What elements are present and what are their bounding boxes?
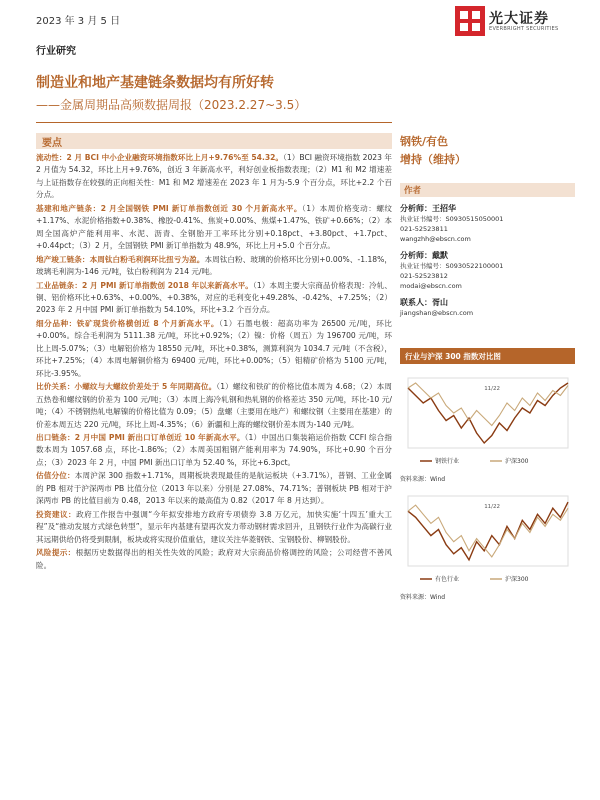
title-divider [36,122,392,123]
report-subtitle: ——金属周期品高频数据周报（2023.2.27~3.5） [36,98,307,112]
report-date: 2023 年 3 月 5 日 [36,16,121,27]
paragraph-lead: 流动性：2 月 BCI 中小企业融资环境指数环比上月+9.76%至 54.32。 [36,153,284,162]
section-tag: 行业研究 [36,46,76,57]
paragraph-lead: 出口链条：2 月中国 PMI 新出口订单创近 10 年新高水平。 [36,432,245,442]
paragraph-lead: 地产竣工链条：本周钛白粉毛利润环比扭亏为盈。 [36,254,205,264]
summary-paragraph [36,254,392,279]
summary-paragraph [36,470,392,507]
contact-block [400,297,575,318]
paragraph-text: （1）BCI 融资环境指数 2023 年 2 月值为 54.32，环比上月+9.76%，创近 3 年新高水平，利好创业板指数表现；（2）M1 和 M2 增速差与上证指数存在较强的正向相关性：M1 和 M2 增速差在 2023 年 1 月为-5.9 个百分点，环比+2.2 个百分点。 [36,153,392,200]
summary-paragraph [36,509,392,546]
paragraph-lead: 基建和地产链条：2 月全国钢铁 PMI 新订单指数创近 30 个月新高水平。 [36,203,302,213]
legend-label: 有色行业 [435,576,460,583]
chart-annotation: 11/22 [484,504,501,510]
analyst-email[interactable]: wangzhh@ebscn.com [400,235,471,244]
industry-name: 钢铁/有色 [400,135,449,148]
analyst-license: 执业证书编号：S0930515050001 [400,215,504,223]
summary-paragraph [36,280,392,317]
analyst-block [400,203,575,244]
authors-heading: 作者 [400,183,575,197]
summary-paragraph [36,381,392,431]
analyst-phone: 021-52523811 [400,225,448,234]
legend-label: 沪深300 [505,576,529,583]
paragraph-lead: 投资建议： [36,509,77,519]
summary-heading: 要点 [36,133,392,149]
paragraph-lead: 估值分位： [36,471,75,481]
report-title: 制造业和地产基建链条数据均有所好转 [36,75,274,91]
contact-email[interactable]: jiangshan@ebscn.com [400,309,474,318]
legend-label: 沪深300 [505,458,529,465]
paragraph-lead: 工业品链条：2 月 PMI 新订单指数创 2018 年以来新高水平。 [36,280,253,290]
analyst-email[interactable]: modai@ebscn.com [400,282,462,291]
summary-paragraph [36,432,392,469]
steel-index-chart [400,370,575,470]
chart-annotation: 11/22 [484,386,501,392]
paragraph-lead: 风险提示： [36,548,76,558]
paragraph-text: 本周沪深 300 指数+1.71%，周期板块表现最佳的是航运板块（+3.71%），普钢、工业金属的 PB 相对于沪深两市 PB 比值分位（2013 年以来）分别是 27.08%、74.71%；普钢板块 PB 相对于沪深两市 PB 的比值目前为 0.48，2013 年以来的最高值为 0.82（2017 年 8 月达到）。 [36,471,393,506]
summary-paragraph [36,318,392,380]
chart-section-heading: 行业与沪深 300 指数对比图 [400,348,575,364]
summary-paragraph [36,152,392,202]
paragraph-text: （1）螺纹和铁矿的价格比值本周为 4.68；（2）本周五热卷和螺纹钢的价差为 100 元/吨；（3）本周上海冷轧钢和热轧钢的价格差达 350 元/吨，环比-10 元/吨；（4）不锈钢热轧电解镍的价格比值为 0.09；（5）盘螺（主要用在地产）和螺纹钢（主要用在基建）的价差本周五达 220 元/吨，环比上周-4.35%；（6）新疆和上海的螺纹钢价差本周为-140 元/吨。 [36,382,392,429]
chart-source: 资料来源：Wind [400,476,446,483]
analyst-name: 分析师：戴默 [400,251,448,261]
paragraph-text: 本周钛白粉、玻璃的价格环比分别+0.00%、-1.18%，玻璃毛利润为-146 元/吨，钛白粉利润为 214 元/吨。 [36,254,392,277]
rating: 增持（维持） [400,153,466,166]
legend-label: 钢铁行业 [435,458,460,465]
analyst-block [400,250,575,291]
analyst-name: 分析师：王招华 [400,204,456,213]
paragraph-lead: 比价关系：小螺纹与大螺纹价差处于 5 年同期高位。 [36,382,217,392]
nonferrous-index-chart [400,488,575,588]
chart-source: 资料来源：Wind [400,594,446,601]
paragraph-text: （1）本周价格变动：螺纹+1.17%、水泥价格指数+0.38%、橡胶-0.41%、焦炭+0.00%、焦煤+1.47%、铁矿+0.66%；（2）本周全国高炉产能利用率、水泥、沥青、全钢胎开工率环比分别+0.18pct、+3.80pct、+1.7pct、+0.44pct；（3）2 月，全国钢铁 PMI 新订单指数为 48.9%，环比上月+5.0 个百分点。 [36,203,393,251]
summary-paragraph [36,203,392,253]
summary-paragraph [36,547,392,572]
paragraph-text: （1）本周主要大宗商品价格表现：冷轧、铜、铝价格环比+0.63%、+0.00%、+0.38%，对应的毛利变化+49.28%、-0.42%、+7.25%；（2）2023 年 2 月中国 PMI 新订单指数为 54.10%，环比+3.2 个百分点。 [36,280,392,315]
summary-body [36,152,392,573]
analyst-license: 执业证书编号：S0930522100001 [400,262,504,271]
sidebar [400,133,575,318]
paragraph-text: 根据历史数据得出的相关性失效的风险；政府对大宗商品价格调控的风险；公司经营不善风险。 [36,548,392,570]
paragraph-lead: 细分品种：铁矿现货价格横创近 8 个月新高水平。 [36,318,220,328]
contact-name: 联系人：胥山 [400,298,448,308]
logo-subtext: EVERBRIGHT SECURITIES [489,26,559,32]
logo-text: 光大证券 [489,11,549,27]
company-logo [455,6,575,38]
paragraph-text: （1）石墨电极：超高功率为 26500 元/吨，环比+0.00%。综合毛利润为 5111.38 元/吨，环比+0.92%；（2）镍：价格（周五）为 196700 元/吨，环比上周-5.07%；（3）电解铝价格为 18550 元/吨，环比+0.38%，测算利润为 1034.7 元/吨（不含税），环比+7.25%；（4）本周电解铜价格为 69400 元/吨，环比+0.00%；（5）钼精矿价格为 5100 元/吨，环比-3.95%。 [36,318,392,378]
paragraph-text: 政府工作报告中强调“今年拟安排地方政府专项债券 3.8 万亿元，加快实施‘十四五’重大工程”及“推动发展方式绿色转型”，显示年内基建有望再次发力带动钢材需求回升，且钢铁行业作为高碳行业其远期供给仍将受到限制，板块或将实现价值重估，建议关注华菱钢铁、宝钢股份、柳钢股份。 [36,509,392,544]
logo-mark-icon [455,6,485,36]
paragraph-text: （1）中国出口集装箱运价指数 CCFI 综合指数本周为 1057.68 点，环比-1.86%；（2）本周美国粗钢产能利用率为 74.90%，环比+0.90 个百分点；（3）2023 年 2 月，中国 PMI 新出口订单为 52.40 %，环比+6.3pct。 [36,432,393,467]
analyst-phone: 021-52523812 [400,272,448,281]
